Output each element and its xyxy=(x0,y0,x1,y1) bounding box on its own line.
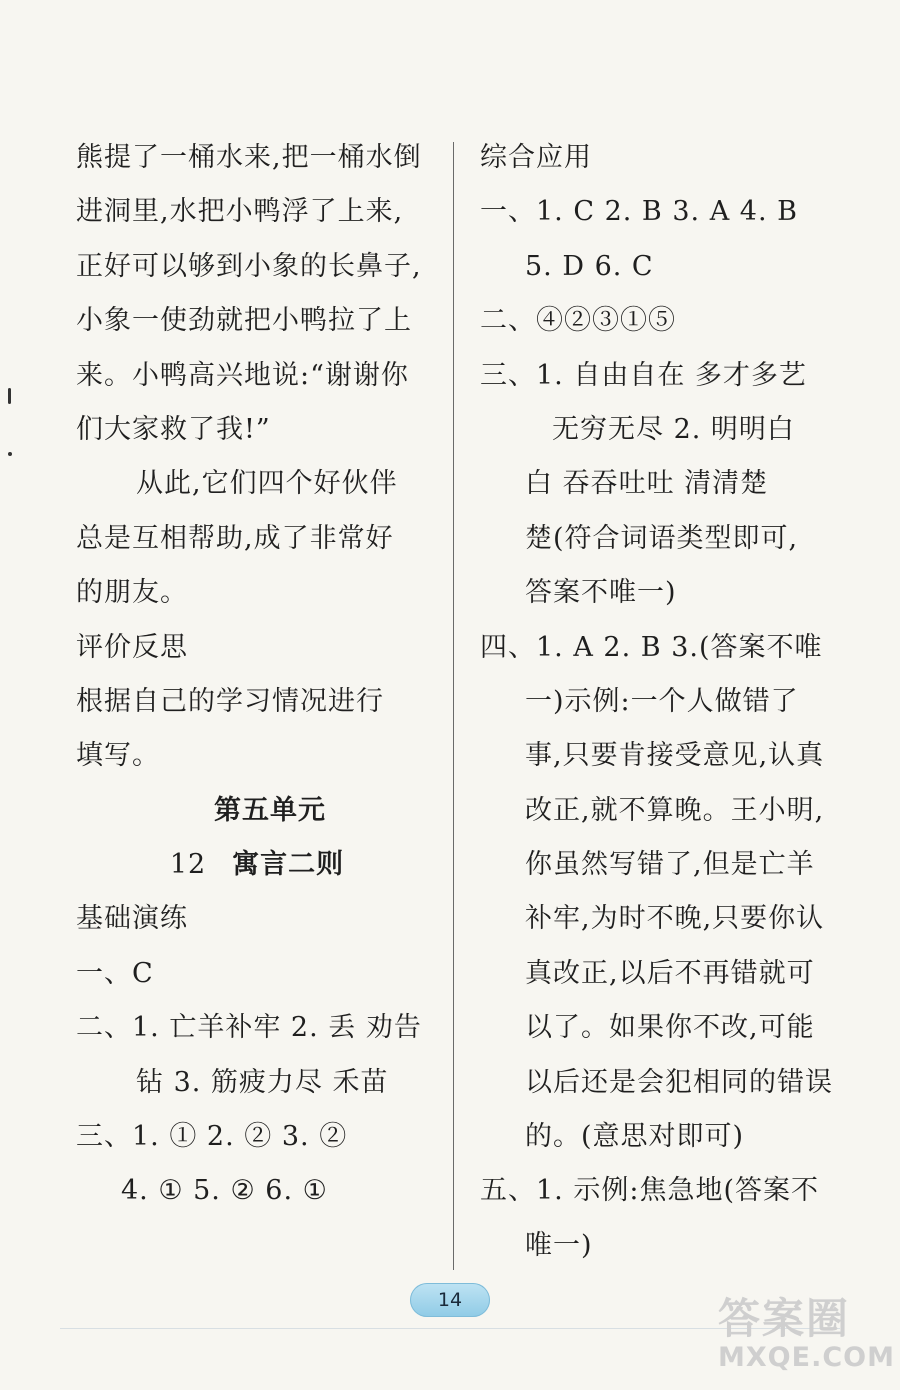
answer-line: 唯一) xyxy=(525,1229,593,1261)
right-column xyxy=(480,131,840,1273)
watermark-text: 答案圈 xyxy=(718,1294,851,1343)
answer-line: 改正,就不算晚。王小明, xyxy=(525,794,825,826)
lesson-number: 12 xyxy=(169,849,207,881)
section-label-basic: 基础演练 xyxy=(76,903,188,935)
answer-line: 补牢,为时不晚,只要你认 xyxy=(525,903,825,935)
answer-line: 钻 3. 筋疲力尽 禾苗 xyxy=(136,1066,389,1098)
text-line: 填写。 xyxy=(76,740,160,772)
answer-line: 一)示例:一个人做错了 xyxy=(525,685,799,717)
answer-line: 一、1. C 2. B 3. A 4. B xyxy=(480,196,798,228)
answer-line: 三、1. 自由自在 多才多艺 xyxy=(480,359,807,391)
text-line: 从此,它们四个好伙伴 xyxy=(136,468,398,500)
text-line: 进洞里,水把小鸭浮了上来, xyxy=(76,196,404,228)
column-divider xyxy=(453,142,454,1270)
answer-line: 五、1. 示例:焦急地(答案不 xyxy=(480,1175,819,1207)
text-line: 正好可以够到小象的长鼻子, xyxy=(76,250,422,282)
answer-line: 你虽然写错了,但是亡羊 xyxy=(525,849,815,881)
text-line: 总是互相帮助,成了非常好 xyxy=(76,522,394,554)
answer-line: 二、④②③①⑤ xyxy=(480,305,676,337)
answer-line: 以了。如果你不改,可能 xyxy=(525,1012,815,1044)
answer-line: 三、1. ① 2. ② 3. ② xyxy=(76,1121,348,1153)
answer-line: 的。(意思对即可) xyxy=(525,1121,745,1153)
answer-line: 二、1. 亡羊补牢 2. 丢 劝告 xyxy=(76,1012,422,1044)
section-label-application: 综合应用 xyxy=(480,142,592,173)
answer-line: 以后还是会犯相同的错误 xyxy=(525,1066,833,1098)
text-line: 根据自己的学习情况进行 xyxy=(76,685,384,717)
page-number-badge: 14 xyxy=(410,1283,490,1317)
section-label-reflection: 评价反思 xyxy=(76,631,188,663)
answer-line: 事,只要肯接受意见,认真 xyxy=(525,740,825,772)
answer-line: 四、1. A 2. B 3.(答案不唯 xyxy=(480,631,823,663)
lesson-title: 寓言二则 xyxy=(232,849,345,881)
answer-line: 真改正,以后不再错就可 xyxy=(525,957,815,989)
text-line: 的朋友。 xyxy=(76,577,188,609)
answer-line: 楚(符合词语类型即可, xyxy=(525,522,799,554)
watermark-url: MXQE.COM xyxy=(718,1342,895,1373)
answer-line: 4. ① 5. ② 6. ① xyxy=(121,1175,328,1207)
scan-mark xyxy=(8,388,11,404)
answer-line: 答案不唯一) xyxy=(525,577,677,609)
unit-heading: 第五单元 xyxy=(214,794,326,826)
answer-line: 5. D 6. C xyxy=(525,250,654,282)
text-line: 熊提了一桶水来,把一桶水倒 xyxy=(76,142,422,173)
lesson-heading xyxy=(76,838,428,892)
answer-line: 一、C xyxy=(76,957,154,989)
watermark-logo xyxy=(718,1296,894,1382)
scan-mark xyxy=(8,452,12,456)
text-line: 来。小鸭高兴地说:“谢谢你 xyxy=(76,359,409,391)
answer-line: 白 吞吞吐吐 清清楚 xyxy=(525,468,769,500)
answer-line: 无穷无尽 2. 明明白 xyxy=(552,413,795,445)
left-column xyxy=(76,131,428,1219)
text-line: 们大家救了我!” xyxy=(76,413,271,445)
text-line: 小象一使劲就把小鸭拉了上 xyxy=(76,305,412,337)
